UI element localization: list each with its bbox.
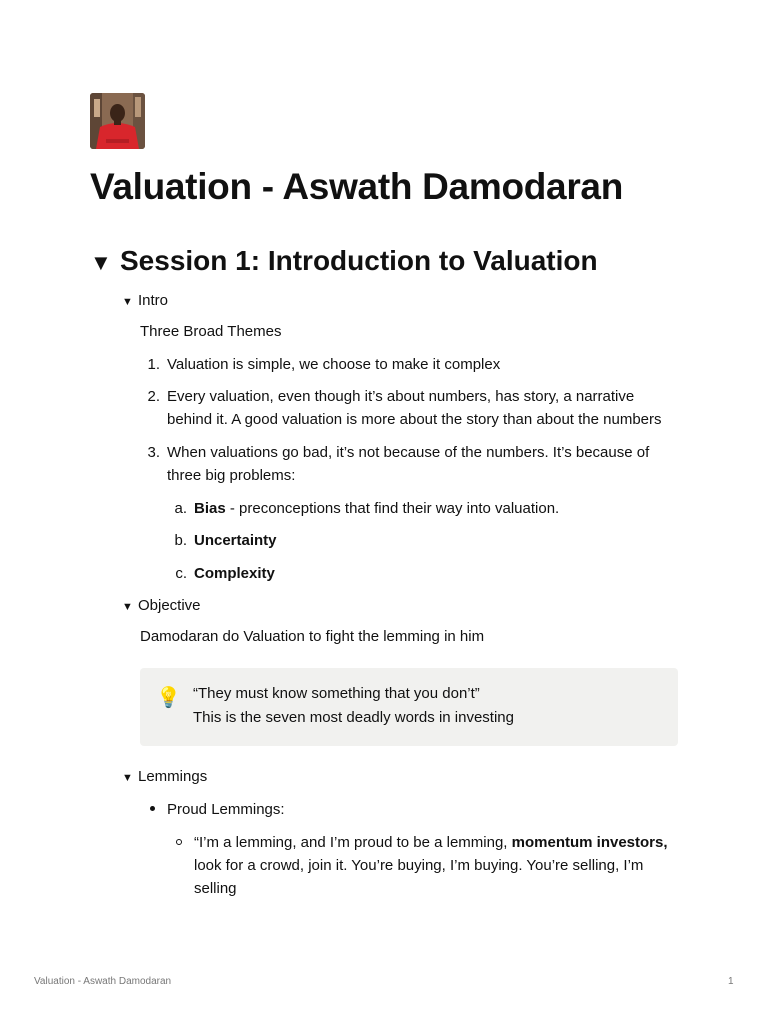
footer-title: Valuation - Aswath Damodaran (34, 976, 172, 987)
quote-text: “I’m a lemming, and I’m proud to be a lemming, (194, 834, 512, 851)
list-item-text: behind it. A good valuation is more about the story than about the numbers (167, 411, 662, 428)
toggle-intro-label: Intro (138, 292, 169, 309)
avatar (90, 93, 145, 149)
toggle-triangle-icon[interactable]: ▼ (122, 601, 133, 613)
toggle-triangle-icon[interactable]: ▼ (122, 296, 133, 308)
toggle-triangle-icon[interactable]: ▼ (122, 772, 133, 784)
bullet-circle-icon (176, 839, 182, 845)
session-1-title: Session 1: Introduction to Valuation (120, 245, 598, 276)
list-number: 3. (147, 444, 160, 461)
bold-term: Uncertainty (194, 532, 277, 549)
page-number: 1 (728, 976, 734, 987)
list-number: 1. (147, 356, 160, 373)
toggle-lemmings-label: Lemmings (138, 768, 208, 785)
list-item-text (194, 497, 559, 520)
lightbulb-icon: 💡 (156, 687, 181, 709)
list-item-text: When valuations go bad, it’s not because of the numbers. It’s because of (167, 444, 650, 461)
quote-line: selling (194, 880, 237, 897)
callout-line: This is the seven most deadly words in investing (193, 709, 514, 726)
list-letter: b. (174, 532, 187, 549)
toggle-intro[interactable] (122, 289, 168, 314)
session-1-heading[interactable] (90, 240, 598, 284)
list-letter: c. (175, 565, 187, 582)
list-letter: a. (174, 500, 187, 517)
bold-term: momentum investors, (511, 834, 668, 851)
list-item-text: three big problems: (167, 467, 296, 484)
callout-line: “They must know something that you don’t” (193, 685, 480, 702)
intro-subtitle: Three Broad Themes (140, 323, 282, 340)
callout-box (140, 668, 678, 746)
bold-term: Complexity (194, 565, 275, 582)
quote-line: look for a crowd, join it. You’re buying, I’m buying. You’re selling, I’m (194, 857, 644, 874)
bullet-dot-icon (150, 806, 155, 811)
term-description: - preconceptions that find their way into valuation. (225, 500, 560, 517)
bullet-item-text: Proud Lemmings: (167, 801, 285, 818)
list-item-text (194, 562, 275, 585)
list-number: 2. (147, 388, 160, 405)
bold-term: Bias (194, 500, 226, 517)
objective-text: Damodaran do Valuation to fight the lemming in him (140, 628, 485, 645)
quote-line (194, 831, 668, 854)
list-item-text (194, 529, 277, 552)
list-item-text: Every valuation, even though it’s about numbers, has story, a narrative (167, 388, 635, 405)
page-title: Valuation - Aswath Damodaran (90, 166, 623, 207)
toggle-objective-label: Objective (138, 597, 201, 614)
toggle-objective[interactable] (122, 594, 201, 619)
toggle-triangle-icon[interactable]: ▼ (90, 250, 112, 275)
toggle-lemmings[interactable] (122, 765, 207, 790)
list-item-text: Valuation is simple, we choose to make it complex (167, 356, 501, 373)
